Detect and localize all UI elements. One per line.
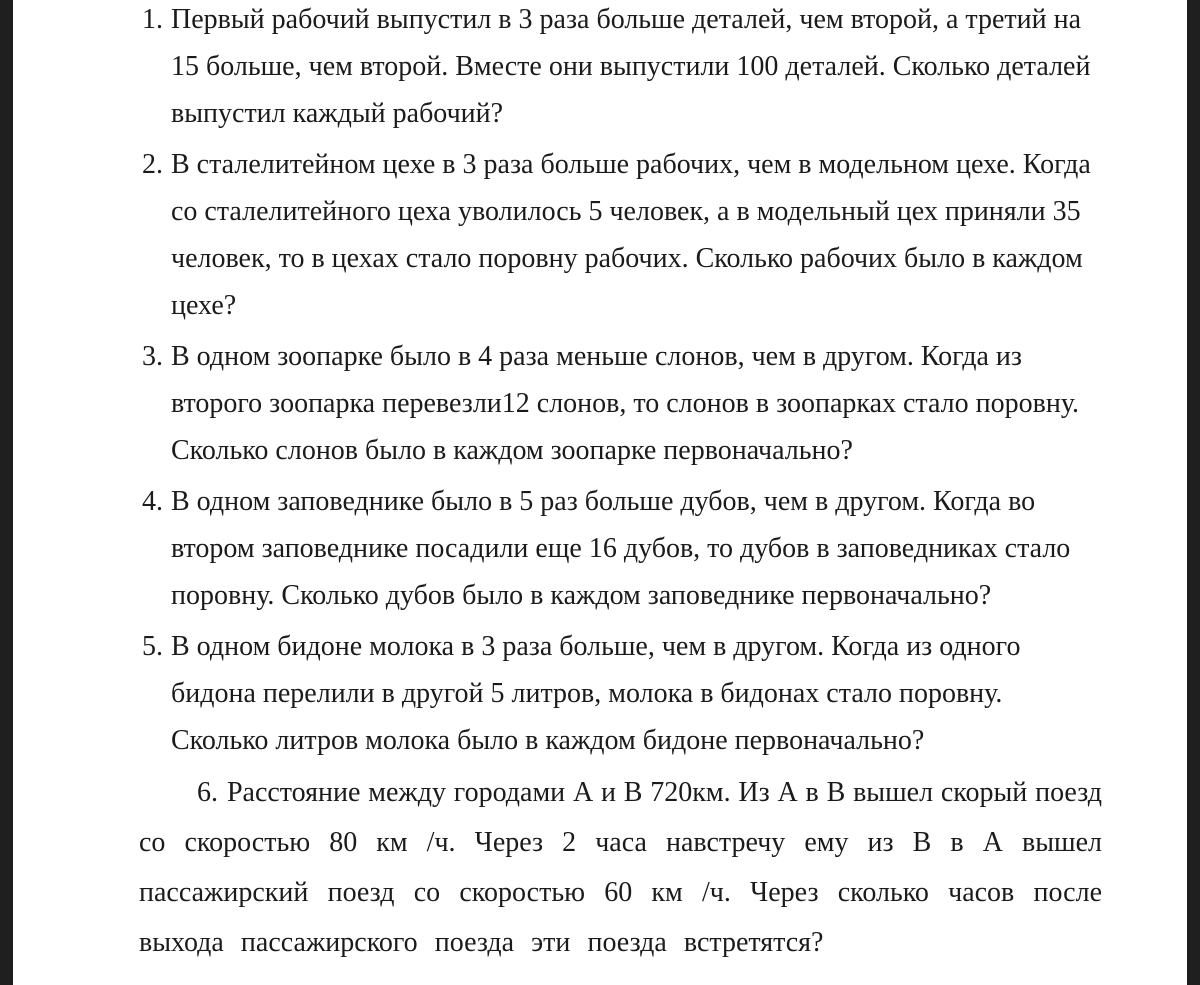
- problem-3-line-1: В одном зоопарке было в 4 раза меньше слонов, чем в другом. Когда из: [171, 341, 1022, 372]
- problem-5-line-1: В одном бидоне молока в 3 раза больше, чем в другом. Когда из одного: [171, 631, 1021, 662]
- problem-2: [142, 141, 1142, 329]
- problem-4-number: 4.: [142, 486, 163, 517]
- left-edge-bar: [0, 0, 13, 985]
- problem-2-line-2: со сталелитейного цеха уволилось 5 человек, а в модельный цех приняли 35: [171, 196, 1081, 227]
- problem-3: [142, 333, 1142, 474]
- problem-5: [142, 623, 1142, 764]
- problem-6-line-4: выхода пассажирского поезда эти поезда встретятся?: [139, 927, 824, 958]
- problem-6-line-2: со скоростью 80 км /ч. Через 2 часа навстречу ему из В в А вышел: [139, 827, 1102, 858]
- problem-1-number: 1.: [142, 4, 163, 35]
- problem-3-number: 3.: [142, 341, 163, 372]
- problem-5-line-3: Сколько литров молока было в каждом бидоне первоначально?: [171, 725, 925, 756]
- problem-3-line-3: Сколько слонов было в каждом зоопарке первоначально?: [171, 435, 853, 466]
- problem-5-line-2: бидона перелили в другой 5 литров, молока в бидонах стало поровну.: [171, 678, 1003, 709]
- problem-6-line-1-text: Расстояние между городами А и В 720км. Из А в В вышел скорый поезд: [226, 777, 1102, 808]
- problem-1-line-1: Первый рабочий выпустил в 3 раза больше деталей, чем второй, а третий на: [171, 4, 1082, 35]
- problem-6-number: 6.: [197, 777, 218, 808]
- problem-6-line-3: пассажирский поезд со скоростью 60 км /ч. Через сколько часов после: [139, 877, 1102, 908]
- worksheet: [139, 0, 1142, 968]
- problem-2-line-4: цехе?: [171, 290, 237, 321]
- problem-1: [142, 0, 1142, 137]
- problem-1-line-3: выпустил каждый рабочий?: [171, 98, 504, 129]
- problem-1-line-2: 15 больше, чем второй. Вместе они выпустили 100 деталей. Сколько деталей: [171, 51, 1091, 82]
- problem-2-line-3: человек, то в цехах стало поровну рабочих. Сколько рабочих было в каждом: [171, 243, 1083, 274]
- problem-2-number: 2.: [142, 149, 163, 180]
- problem-3-line-2: второго зоопарка перевезли12 слонов, то слонов в зоопарках стало поровну.: [171, 388, 1080, 419]
- problem-6: [139, 768, 1102, 968]
- right-edge-bar: [1187, 0, 1200, 985]
- problem-4-line-3: поровну. Сколько дубов было в каждом заповеднике первоначально?: [171, 580, 992, 611]
- problem-6-line-1: [139, 768, 1102, 818]
- problem-2-line-1: В сталелитейном цехе в 3 раза больше рабочих, чем в модельном цехе. Когда: [171, 149, 1091, 180]
- problem-4-line-2: втором заповеднике посадили еще 16 дубов, то дубов в заповедниках стало: [171, 533, 1071, 564]
- problem-4-line-1: В одном заповеднике было в 5 раз больше дубов, чем в другом. Когда во: [171, 486, 1036, 517]
- problem-4: [142, 478, 1142, 619]
- problem-5-number: 5.: [142, 631, 163, 662]
